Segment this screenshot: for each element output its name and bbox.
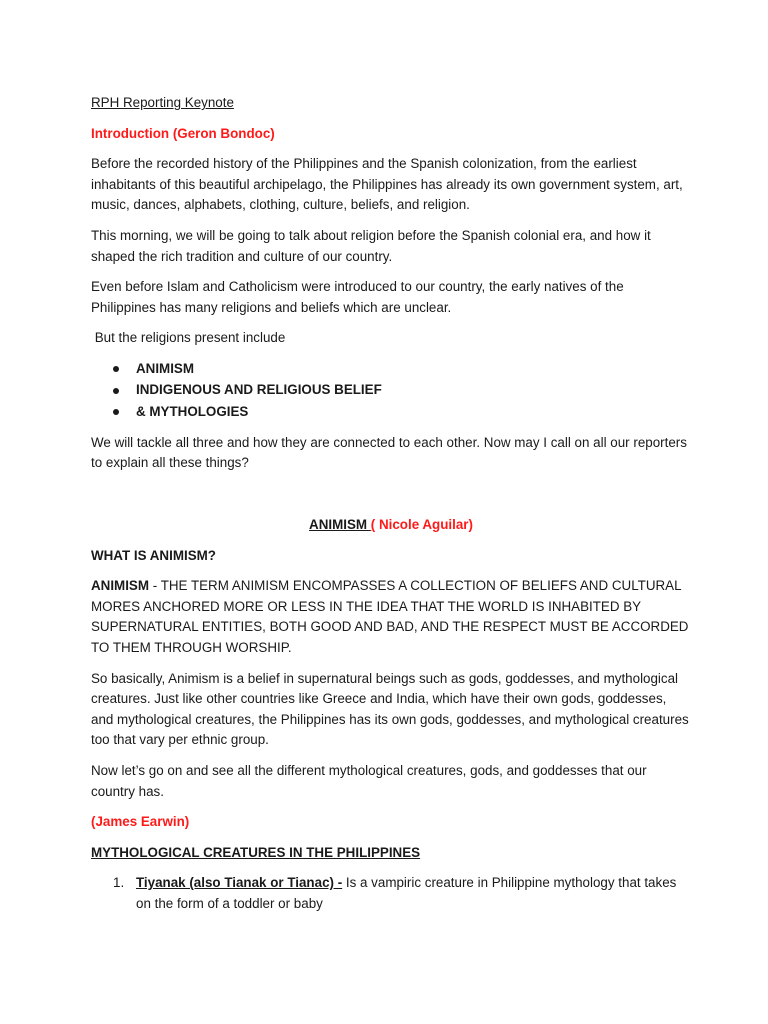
keynote-title: RPH Reporting Keynote: [91, 95, 234, 110]
intro-paragraph-5: We will tackle all three and how they are connected to each other. Now may I call on all our reporters to explain all these things?: [91, 434, 687, 471]
animism-section-title: [91, 515, 691, 536]
bullet-icon: [113, 366, 119, 372]
list-item: [91, 873, 691, 914]
animism-definition-term: ANIMISM: [91, 578, 150, 594]
list-item-label: ANIMISM: [136, 360, 195, 376]
creatures-list: [91, 873, 691, 914]
bullet-icon: [113, 409, 119, 415]
animism-reporter: Nicole Aguilar): [375, 517, 473, 533]
list-item: [91, 380, 691, 401]
mythological-creatures-heading: MYTHOLOGICAL CREATURES IN THE PHILIPPINES: [91, 844, 421, 860]
what-is-animism-heading: WHAT IS ANIMISM?: [91, 547, 216, 563]
animism-paragraph-2: So basically, Animism is a belief in supernatural beings such as gods, goddesses, and mythological creatures. Just like other countries like Greece and India, which have their own gods, goddesses, and mythological creatures, the Philippines has its own gods, goddesses, and mythological creatures too that vary per ethnic group.: [91, 670, 689, 748]
animism-heading: ANIMISM: [309, 517, 371, 533]
animism-heading-paren: (: [370, 517, 376, 533]
list-item: [91, 402, 691, 423]
intro-paragraph-2: This morning, we will be going to talk about religion before the Spanish colonial era, and how it shaped the rich tradition and culture of our country.: [91, 227, 651, 264]
creature-description: Is a vampiric creature in Philippine mythology that takes on the form of a toddler or baby: [136, 875, 677, 911]
intro-paragraph-3: Even before Islam and Catholicism were introduced to our country, the early natives of the Philippines has many religions and beliefs which are unclear.: [91, 279, 624, 315]
list-item-label: & MYTHOLOGIES: [136, 403, 249, 419]
james-earwin-heading: (James Earwin): [91, 814, 190, 830]
animism-paragraph-3: Now let’s go on and see all the different mythological creatures, gods, and goddesses that our country has.: [91, 762, 647, 799]
animism-definition: [91, 576, 691, 658]
introduction-heading: Introduction (Geron Bondoc): [91, 125, 275, 141]
intro-paragraph-1: Before the recorded history of the Philippines and the Spanish colonization, from the earliest inhabitants of this beautiful archipelago, the Philippines has already its own government system, art, music, dances, alphabets, clothing, culture, beliefs, and religion.: [91, 156, 683, 213]
list-item-label: INDIGENOUS AND RELIGIOUS BELIEF: [136, 382, 382, 398]
religions-list: [91, 359, 691, 423]
bullet-icon: [113, 388, 119, 394]
list-item: [91, 359, 691, 380]
intro-paragraph-4: But the religions present include: [91, 330, 286, 346]
creature-name: Tiyanak (also Tianak or Tianac) -: [136, 875, 343, 891]
animism-definition-body: - THE TERM ANIMISM ENCOMPASSES A COLLECTION OF BELIEFS AND CULTURAL MORES ANCHORED MORE OR LESS IN THE IDEA THAT THE WORLD IS INHABITED BY SUPERNATURAL ENTITIES, BOTH GOOD AND BAD, AND THE RESPECT MUST BE ACCORDED TO THEM THROUGH WORSHIP.: [91, 578, 689, 655]
document-body: [91, 93, 691, 915]
list-item-number: 1.: [113, 875, 125, 891]
